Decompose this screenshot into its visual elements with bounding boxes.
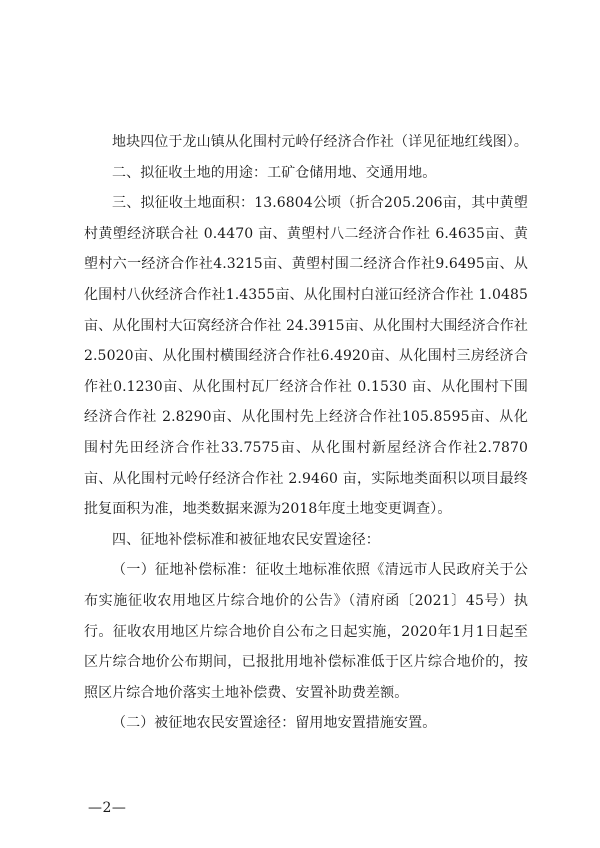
paragraph-compensation-heading: 四、征地补偿标准和被征地农民安置途径： — [112, 531, 380, 548]
paragraph-land-location: 地块四位于龙山镇从化围村元岭仔经济合作社（详见征地红线图）。 — [112, 134, 528, 150]
paragraph-land-area: 三、拟征收土地面积：13.6804公顷（折合205.206亩，其中黄塱村黄塱经济联合社 0.4470 亩、黄塱村八二经济合作社 6.4635亩、黄塱村六一经济合作社4.3215亩、黄塱村围二经济合作社9.6495亩、从化围村八伙经济合作社1.4355亩、从化围村白湴冚经济合作社 1.0485 亩、从化围村大冚窝经济合作社 24.3915亩、从化围村大围经济合作社2.5020亩、从化围村横围经济合作社6.4920亩、从化围村三房经济合作社0.1230亩、从化围村瓦厂经济合作社 0.1530 亩、从化围村下围经济合作社 2.8290亩、从化围村先上经济合作社105.8595亩、从化围村先田经济合作社33.7575亩、从化围村新屋经济合作社2.7870亩、从化围村元岭仔经济合作社 2.9460 亩，实际地类面积以项目最终批复面积为准，地类数据来源为2018年度土地变更调查）。 — [84, 195, 528, 518]
paragraph-resettlement: （二）被征地农民安置途径：留用地安置措施安置。 — [112, 715, 437, 732]
paragraph-compensation-standard: （一）征地补偿标准：征收土地标准依照《清远市人民政府关于公布实施征收农用地区片综合地价的公告》（清府函〔2021〕45号）执行。征收农用地区片综合地价自公布之日起实施，2020年1月1日起至区片综合地价公布期间，已报批用地补偿标准低于区片综合地价的，按照区片综合地价落实土地补偿费、安置补助费差额。 — [84, 562, 528, 701]
page-number: —2— — [88, 800, 127, 816]
paragraph-land-use: 二、拟征收土地的用途：工矿仓储用地、交通用地。 — [112, 164, 437, 181]
document-body — [84, 127, 528, 739]
